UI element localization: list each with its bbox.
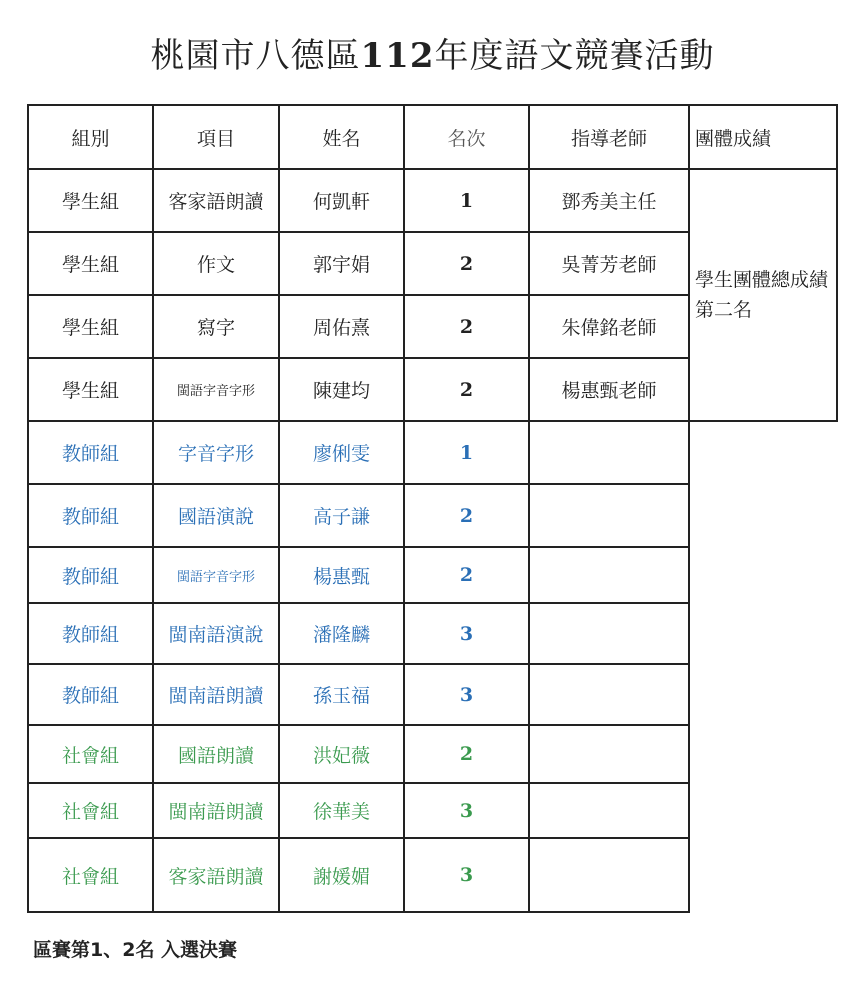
cell-group: 學生組 <box>28 232 153 295</box>
table-row <box>28 169 837 232</box>
header-team: 團體成績 <box>689 105 837 169</box>
results-table <box>27 104 838 913</box>
cell-name: 郭宇娟 <box>279 232 404 295</box>
cell-rank: 2 <box>404 295 529 358</box>
cell-rank: 1 <box>404 169 529 232</box>
cell-teacher: 吳菁芳老師 <box>529 232 689 295</box>
cell-item: 閩南語朗讀 <box>153 783 279 838</box>
header-teacher: 指導老師 <box>529 105 689 169</box>
cell-name: 周佑熹 <box>279 295 404 358</box>
cell-group: 學生組 <box>28 295 153 358</box>
cell-teacher <box>529 484 689 547</box>
cell-item: 客家語朗讀 <box>153 169 279 232</box>
footer-note: 區賽第1、2名 入選決賽 <box>33 939 238 961</box>
cell-rank: 2 <box>404 232 529 295</box>
cell-rank: 3 <box>404 783 529 838</box>
table-row <box>28 664 837 725</box>
table-row <box>28 484 837 547</box>
cell-teacher: 朱偉銘老師 <box>529 295 689 358</box>
cell-rank: 2 <box>404 484 529 547</box>
cell-item: 閩語字音字形 <box>153 547 279 603</box>
cell-group: 學生組 <box>28 358 153 421</box>
cell-name: 潘隆麟 <box>279 603 404 664</box>
cell-group: 教師組 <box>28 664 153 725</box>
header-row <box>28 105 837 169</box>
cell-group: 教師組 <box>28 603 153 664</box>
page-title: 桃園市八德區112年度語文競賽活動 <box>150 36 715 76</box>
header-group: 組別 <box>28 105 153 169</box>
cell-item: 閩語字音字形 <box>153 358 279 421</box>
table-row <box>28 603 837 664</box>
cell-name: 洪妃薇 <box>279 725 404 783</box>
header-item: 項目 <box>153 105 279 169</box>
cell-teacher: 鄧秀美主任 <box>529 169 689 232</box>
cell-rank: 3 <box>404 838 529 912</box>
cell-rank: 2 <box>404 547 529 603</box>
cell-item: 寫字 <box>153 295 279 358</box>
cell-rank: 2 <box>404 358 529 421</box>
table-row <box>28 783 837 838</box>
header-rank: 名次 <box>404 105 529 169</box>
cell-teacher <box>529 838 689 912</box>
cell-item: 客家語朗讀 <box>153 838 279 912</box>
team-result: 學生團體總成績第二名 <box>689 169 837 421</box>
cell-name: 謝媛媚 <box>279 838 404 912</box>
cell-group: 教師組 <box>28 421 153 484</box>
cell-item: 國語朗讀 <box>153 725 279 783</box>
header-name: 姓名 <box>279 105 404 169</box>
cell-group: 社會組 <box>28 725 153 783</box>
cell-teacher <box>529 547 689 603</box>
cell-teacher <box>529 725 689 783</box>
table-row <box>28 421 837 484</box>
cell-teacher: 楊惠甄老師 <box>529 358 689 421</box>
cell-rank: 2 <box>404 725 529 783</box>
cell-name: 徐華美 <box>279 783 404 838</box>
cell-name: 楊惠甄 <box>279 547 404 603</box>
cell-teacher <box>529 421 689 484</box>
cell-group: 學生組 <box>28 169 153 232</box>
cell-item: 國語演說 <box>153 484 279 547</box>
cell-group: 社會組 <box>28 783 153 838</box>
cell-item: 字音字形 <box>153 421 279 484</box>
cell-name: 高子謙 <box>279 484 404 547</box>
cell-teacher <box>529 603 689 664</box>
cell-name: 廖俐雯 <box>279 421 404 484</box>
cell-name: 陳建均 <box>279 358 404 421</box>
cell-item: 作文 <box>153 232 279 295</box>
table-row <box>28 838 837 912</box>
cell-item: 閩南語朗讀 <box>153 664 279 725</box>
cell-name: 何凱軒 <box>279 169 404 232</box>
table-row <box>28 547 837 603</box>
table-row <box>28 725 837 783</box>
cell-rank: 3 <box>404 664 529 725</box>
cell-group: 教師組 <box>28 547 153 603</box>
cell-teacher <box>529 664 689 725</box>
cell-group: 社會組 <box>28 838 153 912</box>
cell-item: 閩南語演說 <box>153 603 279 664</box>
cell-group: 教師組 <box>28 484 153 547</box>
cell-rank: 1 <box>404 421 529 484</box>
cell-rank: 3 <box>404 603 529 664</box>
cell-teacher <box>529 783 689 838</box>
cell-name: 孫玉福 <box>279 664 404 725</box>
